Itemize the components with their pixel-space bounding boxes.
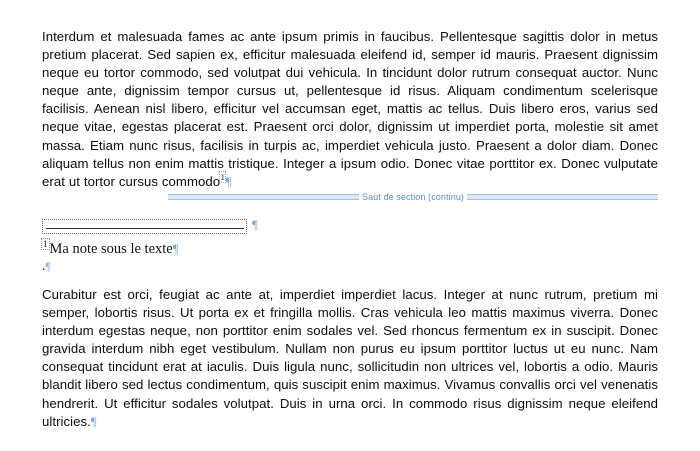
paragraph-1-text: Interdum et malesuada fames ac ante ipsum primis in faucibus. Pellentesque sagittis dolor in metus pretium placerat. Sed sapien ex, efficitur malesuada eleifend id, semper id mauris. Praesent dignissim neque eu tortor commodo, sed volutpat dui vehicula. In tincidunt dolor rutrum consequat auctor. Nunc neque ante, dignissim tempor cursus ut, pellentesque id risus. Aliquam condimentum scelerisque facilisis. Aenean nisl libero, efficitur vel accumsan eget, mattis ac tellus. Duis libero eros, varius sed neque vitae, egestas placerat est. Praesent orci dolor, dignissim ut imperdiet porta, molestie sit amet massa. Etiam nunc risus, facilisis in turpis ac, imperdiet vehicula justo. Praesent a dolor diam. Donec aliquam tellus non enim mattis tristique. Integer a ipsum odio. Donec vitae porttitor ex. Donec vulputate erat ut tortor cursus commodo bbox=[42, 29, 658, 189]
paragraph-2-text: Curabitur est orci, feugiat ac ante at, imperdiet imperdiet lacus. Integer at nunc rutrum, pretium mi semper, lobortis risus. Ut porta ex et fringilla mollis. Cras vehicula leo mattis maximus viverra. Donec interdum egestas neque, non porttitor enim sodales vel. Sed rhoncus fermentum ex in suscipit. Donec gravida interdum nibh eget vestibulum. Nullam non purus eu ipsum porttitor luctus ut eu nunc. Nam consequat tincidunt erat at iaculis. Duis ligula nunc, sollicitudin non ultrices vel, lobortis a odio. Mauris blandit libero sed lectus condimentum, quis suscipit enim maximus. Vivamus convallis orci vel venenatis hendrerit. Ut efficitur sodales volutpat. Duis in urna orci. In commodo risus dignissim neque eleifend ultricies. bbox=[42, 287, 658, 429]
footnote-number[interactable]: 1 bbox=[43, 239, 48, 250]
section-break-line-left bbox=[168, 194, 359, 200]
footnote-trailing-text: . bbox=[42, 258, 46, 273]
paragraph-mark-icon: ¶ bbox=[225, 173, 232, 189]
footnote-separator-line bbox=[46, 228, 244, 229]
paragraph-mark-icon: ¶ bbox=[252, 217, 258, 232]
footnote-reference-marker[interactable]: 1 bbox=[220, 172, 225, 183]
paragraph-mark-icon: ¶ bbox=[45, 259, 51, 273]
footnote-trailing-paragraph[interactable] bbox=[42, 258, 51, 274]
paragraph-mark-icon: ¶ bbox=[172, 241, 179, 256]
paragraph-2[interactable] bbox=[42, 286, 658, 431]
paragraph-mark-icon: ¶ bbox=[90, 413, 97, 429]
footnote-separator-frame bbox=[42, 219, 247, 234]
section-break-line-right bbox=[467, 194, 658, 200]
section-break-label: Saut de section (continu) bbox=[361, 192, 465, 202]
footnote-text: Ma note sous le texte bbox=[49, 241, 173, 257]
section-break bbox=[168, 191, 658, 203]
section-one-body[interactable] bbox=[42, 28, 658, 191]
paragraph-1[interactable] bbox=[42, 28, 658, 191]
section-two-body[interactable] bbox=[42, 286, 658, 431]
footnote-entry[interactable] bbox=[42, 240, 442, 258]
footnote-separator-area[interactable] bbox=[42, 219, 282, 239]
